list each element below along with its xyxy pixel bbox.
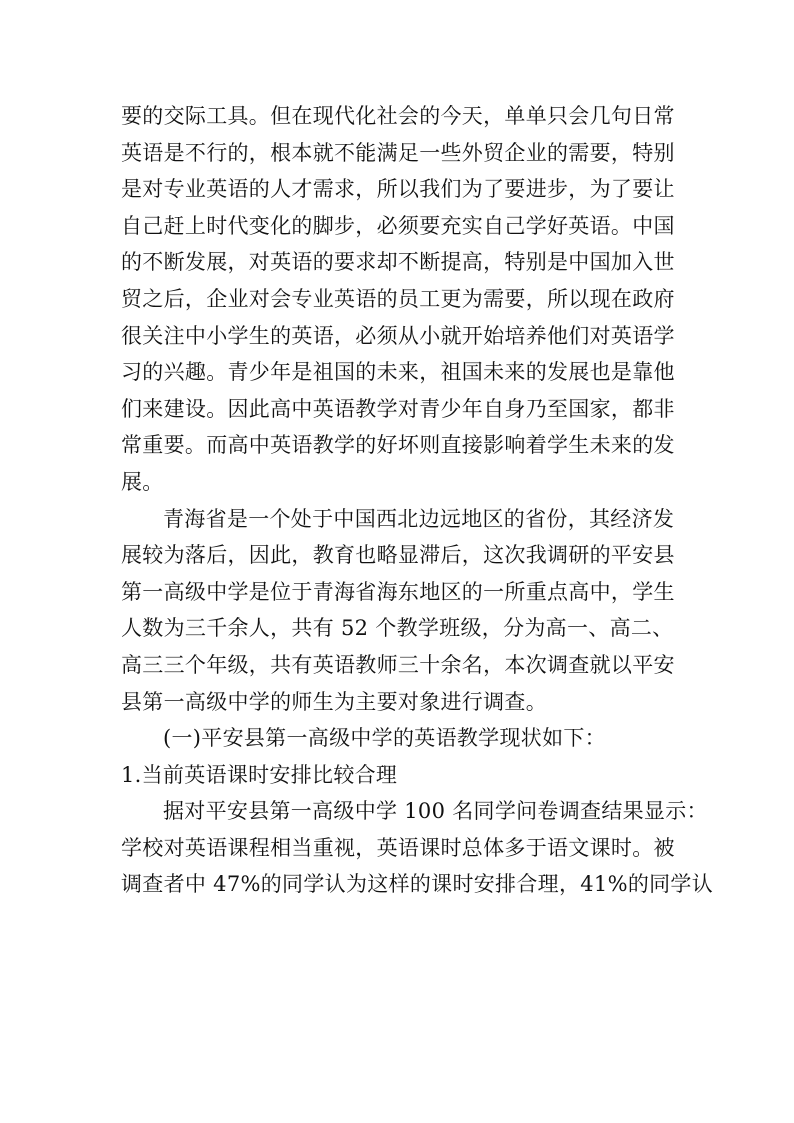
text-line: 自己赶上时代变化的脚步，必须要充实自己学好英语。中国 [121, 213, 675, 238]
text-line: 展较为落后，因此，教育也略显滞后，这次我调研的平安县 [121, 543, 675, 568]
text-line: 们来建设。因此高中英语教学对青少年自身乃至国家，都非 [121, 396, 675, 421]
text-line: 英语是不行的，根本就不能满足一些外贸企业的需要，特别 [121, 140, 675, 165]
section-heading: (一)平安县第一高级中学的英语教学现状如下： [163, 726, 606, 751]
subsection-heading: 1.当前英语课时安排比较合理 [121, 762, 398, 787]
text-line: 习的兴趣。青少年是祖国的未来，祖国未来的发展也是靠他 [121, 360, 675, 385]
text-line: 调查者中 47%的同学认为这样的课时安排合理，41%的同学认 [121, 872, 714, 897]
text-line: 高三三个年级，共有英语教师三十余名，本次调查就以平安 [121, 652, 675, 677]
text-line: 贸之后，企业对会专业英语的员工更为需要，所以现在政府 [121, 286, 675, 311]
text-line: 展。 [121, 469, 164, 494]
body-text [121, 98, 714, 903]
text-line: 人数为三千余人，共有 52 个教学班级，分为高一、高二、 [121, 616, 674, 641]
text-line: 的不断发展，对英语的要求却不断提高，特别是中国加入世 [121, 250, 675, 275]
text-line: 第一高级中学是位于青海省海东地区的一所重点高中，学生 [121, 579, 675, 604]
text-line: 是对专业英语的人才需求，所以我们为了要进步，为了要让 [121, 177, 675, 202]
text-line: 县第一高级中学的师生为主要对象进行调查。 [121, 689, 547, 714]
paragraph-start-line: 据对平安县第一高级中学 100 名同学问卷调查结果显示： [163, 799, 708, 824]
text-line: 学校对英语课程相当重视，英语课时总体多于语文课时。被 [121, 835, 675, 860]
text-line: 要的交际工具。但在现代化社会的今天，单单只会几句日常 [121, 104, 675, 128]
paragraph-start-line: 青海省是一个处于中国西北边远地区的省份，其经济发 [163, 506, 675, 531]
text-line: 常重要。而高中英语教学的好坏则直接影响着学生未来的发 [121, 433, 675, 458]
text-line: 很关注中小学生的英语，必须从小就开始培养他们对英语学 [121, 323, 675, 348]
